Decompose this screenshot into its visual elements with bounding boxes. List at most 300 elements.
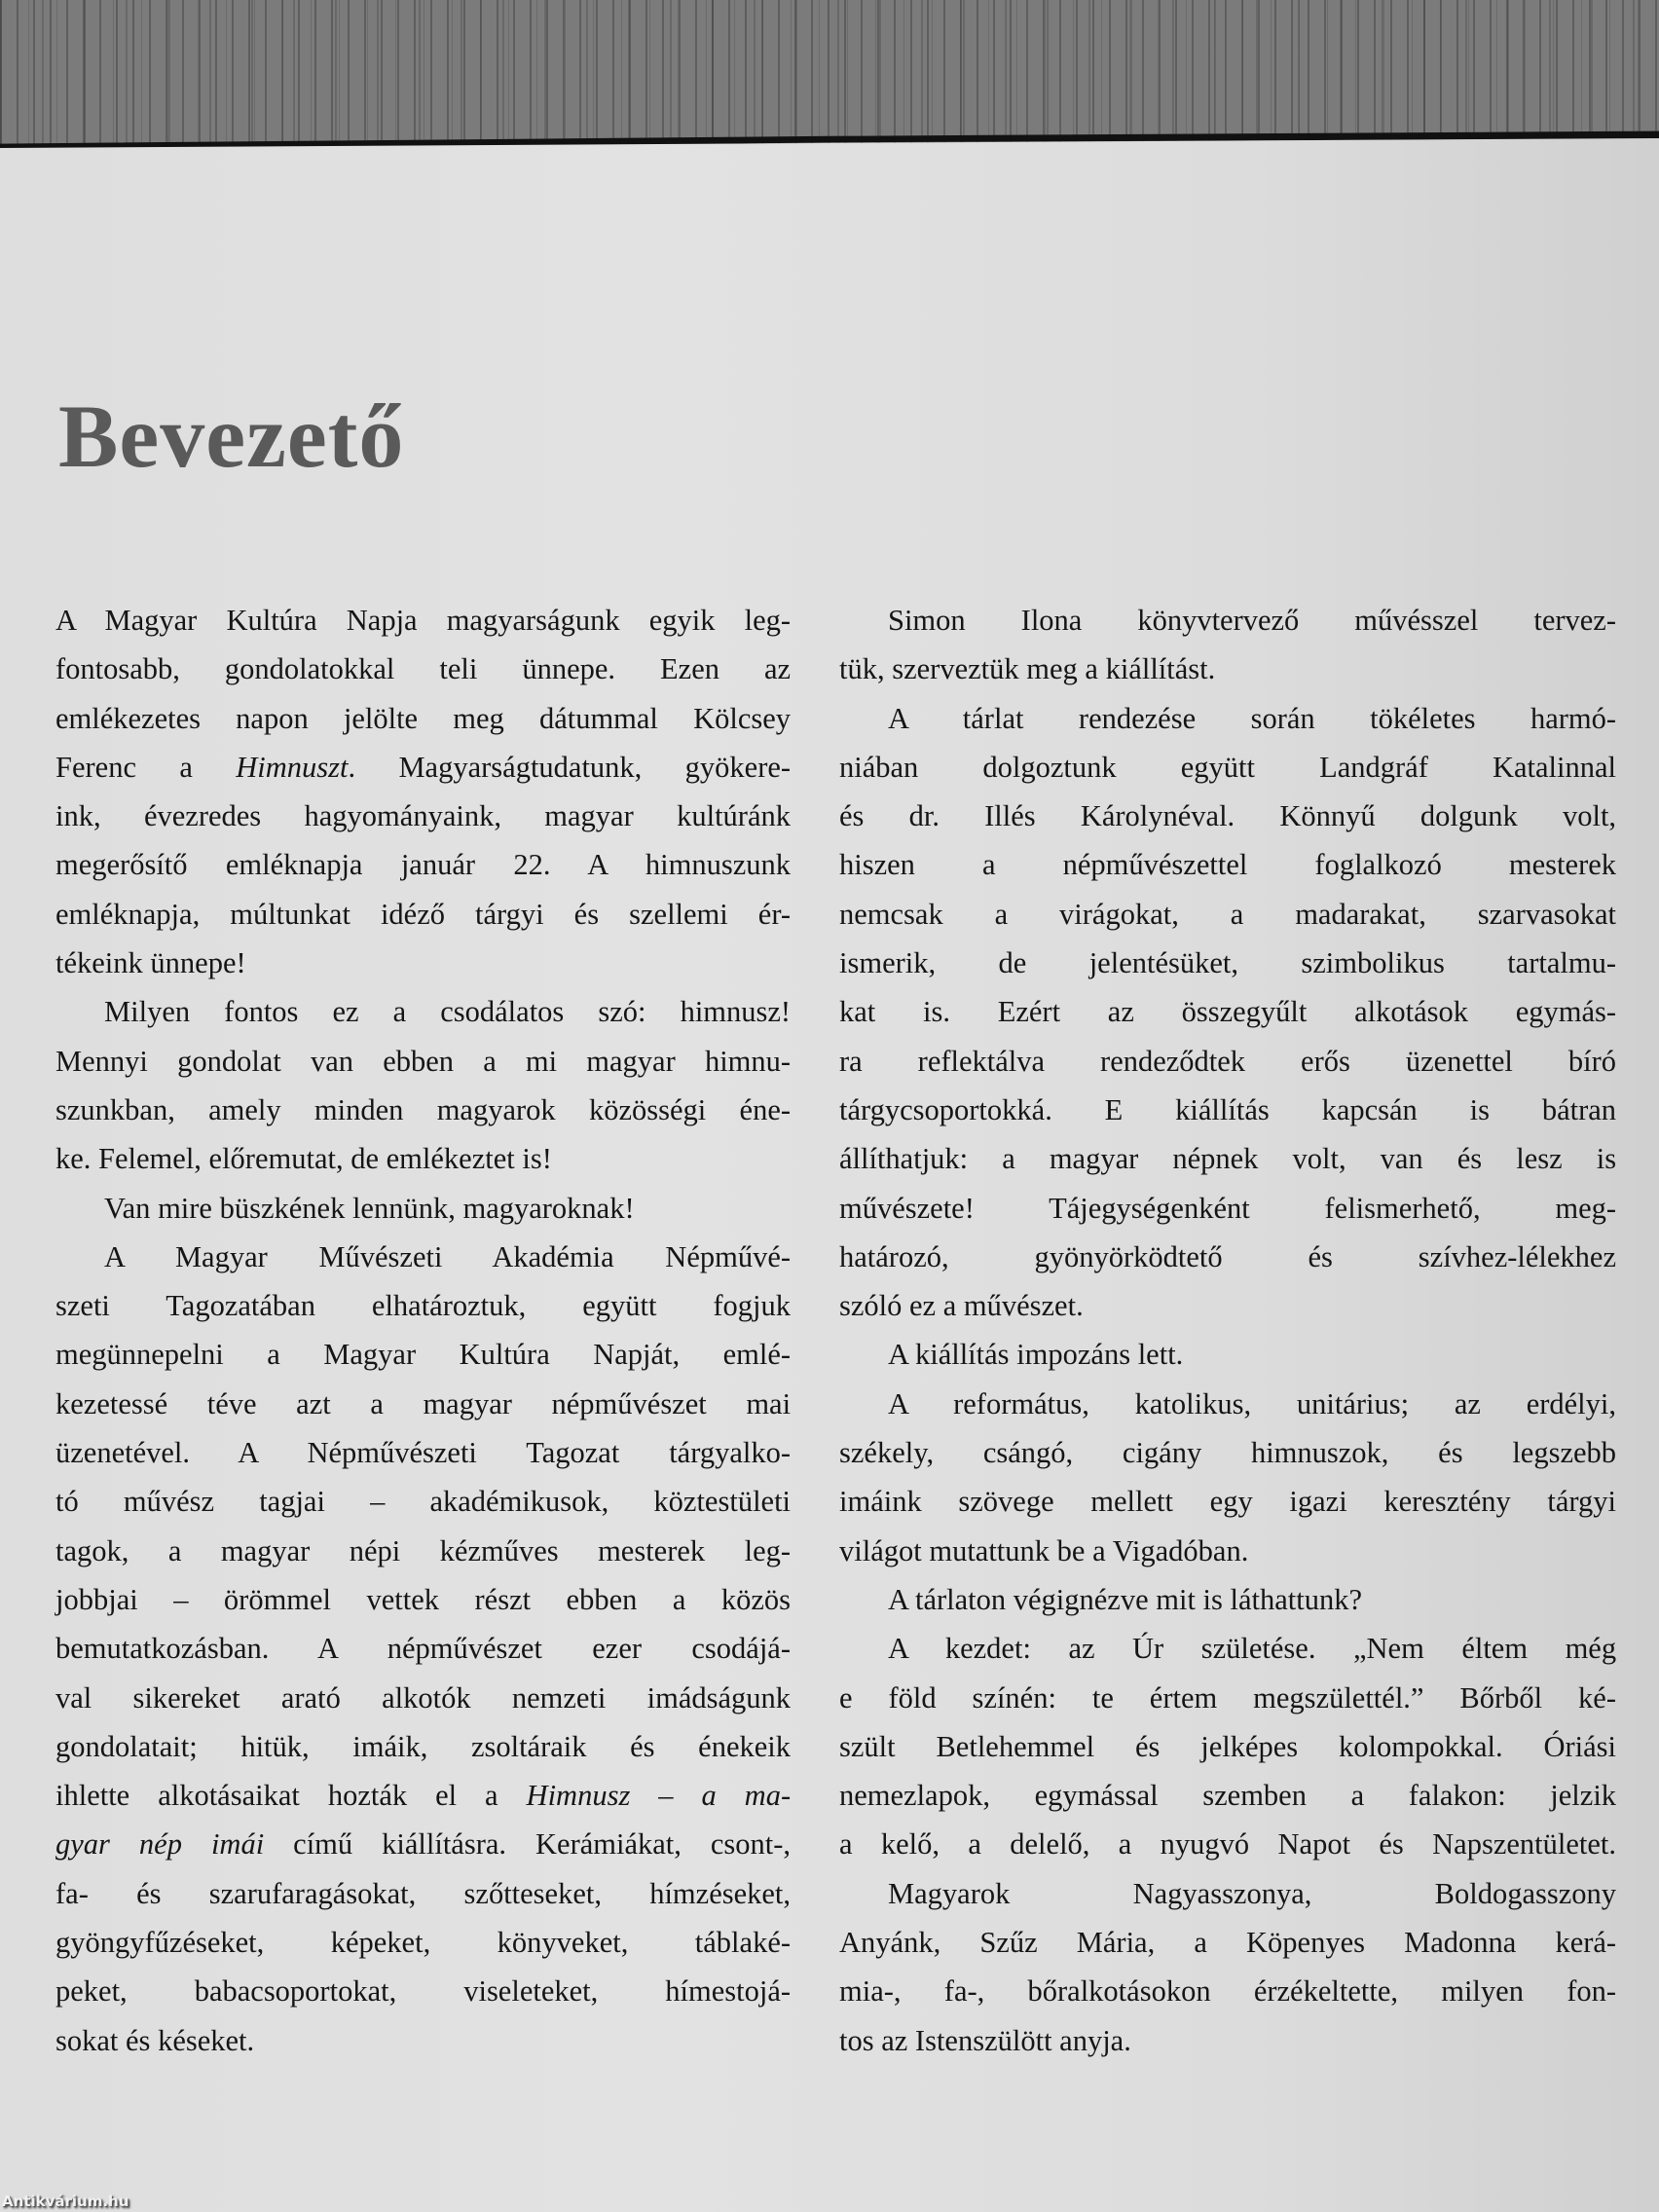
- watermark: Antikvárium.hu: [2, 2193, 129, 2210]
- text-line: [839, 645, 1616, 693]
- word: amely: [208, 1092, 281, 1126]
- text-line: [55, 1134, 791, 1183]
- text-line: [55, 1428, 791, 1477]
- word: téve: [206, 1386, 257, 1420]
- italic-title-text: Himnuszt: [236, 750, 349, 784]
- text-line: [839, 1477, 1616, 1526]
- word: mi: [525, 1044, 558, 1078]
- word: büszkének: [219, 1191, 346, 1225]
- word: születése.: [1200, 1632, 1316, 1666]
- word: Akadémia: [492, 1239, 614, 1273]
- word: a: [994, 897, 1009, 931]
- word: egymással: [1034, 1779, 1159, 1813]
- word: Landgráf: [1319, 750, 1428, 784]
- word: rendezése: [1078, 701, 1197, 735]
- word: január: [400, 848, 476, 882]
- word: tárgycsoportokká.: [839, 1092, 1052, 1126]
- word: jelképes: [1200, 1729, 1299, 1763]
- word: arató: [280, 1680, 341, 1714]
- word: Napot: [1277, 1827, 1351, 1862]
- word: a: [1085, 652, 1098, 686]
- word: Napszentületet.: [1432, 1827, 1617, 1862]
- word: A: [888, 701, 908, 735]
- word: művész: [123, 1485, 215, 1519]
- word: tárlat: [962, 701, 1024, 735]
- word: Károlynéval.: [1080, 799, 1235, 833]
- word: Katalinnal: [1492, 750, 1617, 784]
- word: Tagozatában: [166, 1289, 315, 1323]
- word: késeket.: [158, 2023, 255, 2057]
- word: szemben: [1202, 1779, 1307, 1813]
- word: emléknapja,: [55, 897, 201, 931]
- word: kezetessé: [55, 1386, 168, 1420]
- word: határozó,: [839, 1239, 949, 1273]
- word: református,: [953, 1386, 1089, 1420]
- text-line: [839, 1674, 1616, 1722]
- word: és: [1308, 1239, 1333, 1273]
- italic-title-text: ma-: [744, 1779, 792, 1813]
- text-line: [839, 840, 1616, 889]
- word: üzenettel: [1405, 1044, 1513, 1078]
- word: világot: [839, 1533, 922, 1567]
- italic-title-text: gyar: [55, 1827, 110, 1862]
- word: leg-: [744, 1533, 792, 1567]
- text-line: [839, 1037, 1616, 1086]
- word: himnuszok,: [1250, 1436, 1389, 1470]
- word: közös: [720, 1582, 792, 1616]
- word: a: [1002, 1142, 1015, 1176]
- word: szerveztük: [892, 652, 1019, 686]
- word: madarakat,: [1295, 897, 1426, 931]
- word: alkotók: [382, 1680, 471, 1714]
- word: imáink: [839, 1485, 922, 1519]
- word: Van: [104, 1191, 151, 1225]
- word: szóló: [839, 1289, 903, 1323]
- word: és: [630, 1729, 655, 1763]
- word: e: [839, 1680, 853, 1714]
- word: viseleteket,: [463, 1974, 599, 2009]
- text-line: [839, 1918, 1616, 1967]
- word: az: [1068, 1632, 1095, 1666]
- word: és: [839, 799, 865, 833]
- text-line: [55, 1086, 791, 1134]
- word: mai: [746, 1386, 792, 1420]
- word: a: [1350, 1779, 1365, 1813]
- word: Köpenyes: [1246, 1926, 1365, 1960]
- word: előremutat,: [208, 1142, 344, 1176]
- word: és: [573, 897, 600, 931]
- word: a: [370, 1386, 384, 1420]
- word: együtt: [582, 1289, 657, 1323]
- word: A: [238, 1436, 258, 1470]
- word: Kölcsey: [693, 701, 792, 735]
- word: is: [1596, 1142, 1617, 1176]
- word: népnek: [1172, 1142, 1259, 1176]
- word: kelő,: [880, 1827, 940, 1862]
- word: szövege: [958, 1485, 1054, 1519]
- word: bemutatkozásban.: [55, 1632, 270, 1666]
- word: ez: [909, 1289, 937, 1323]
- word: azt: [296, 1386, 331, 1420]
- word: erdélyi,: [1526, 1386, 1616, 1420]
- word: meg: [1026, 652, 1078, 686]
- word: alkotások: [1354, 995, 1468, 1029]
- text-line: [55, 596, 791, 645]
- word: népművészet: [551, 1386, 707, 1420]
- text-line: [55, 1575, 791, 1624]
- word: Mária,: [1076, 1926, 1156, 1960]
- word: ezer: [592, 1632, 643, 1666]
- word: van: [310, 1044, 354, 1078]
- word: könyveket,: [497, 1926, 629, 1960]
- word: ra: [839, 1044, 863, 1078]
- word: magyarságunk: [446, 604, 620, 637]
- word: színén:: [972, 1680, 1056, 1714]
- word: a: [968, 1827, 981, 1862]
- word: ke.: [55, 1142, 92, 1176]
- word: ink,: [55, 799, 101, 833]
- word: hitük,: [240, 1729, 310, 1763]
- word: E: [1104, 1092, 1124, 1126]
- word: szarvasokat: [1477, 897, 1616, 931]
- word: be: [1056, 1533, 1086, 1567]
- text-line: [839, 1869, 1616, 1918]
- word: emlé-: [722, 1338, 792, 1372]
- word: Boldogasszony: [1434, 1876, 1617, 1910]
- word: szimbolikus: [1301, 946, 1445, 980]
- word: során: [1250, 701, 1315, 735]
- text-line: [55, 1477, 791, 1526]
- word: volt,: [1292, 1142, 1346, 1176]
- text-line: [839, 1527, 1616, 1575]
- word: himnu-: [704, 1044, 792, 1078]
- word: babacsoportokat,: [194, 1974, 397, 2009]
- text-line: [55, 1281, 791, 1330]
- word: zsoltáraik: [470, 1729, 587, 1763]
- word: egymás-: [1515, 995, 1617, 1029]
- word: Népművé-: [665, 1239, 792, 1273]
- word: tárgyi: [1547, 1485, 1617, 1519]
- word: A: [587, 848, 608, 882]
- word: dolgunk: [1419, 799, 1518, 833]
- word: egyik: [648, 604, 716, 637]
- word: szó:: [598, 995, 646, 1029]
- text-line: [839, 1233, 1616, 1281]
- word: jelölte: [343, 701, 419, 735]
- word: mire: [158, 1191, 212, 1225]
- word: a: [1092, 1533, 1106, 1567]
- text-line: [55, 2016, 791, 2065]
- text-line: [839, 890, 1616, 939]
- word: a: [392, 995, 407, 1029]
- word: jelzik: [1550, 1779, 1617, 1813]
- word: bíró: [1567, 1044, 1617, 1078]
- word: Kultúra: [226, 604, 317, 637]
- word: tük,: [839, 652, 885, 686]
- text-line: [839, 1330, 1616, 1379]
- word: de: [998, 946, 1027, 980]
- word: kat: [839, 995, 876, 1029]
- word: Vigadóban.: [1112, 1533, 1249, 1567]
- word: ünnepe.: [522, 652, 616, 686]
- word: gondolat: [177, 1044, 281, 1078]
- word: 22.: [513, 848, 551, 882]
- word: székely,: [839, 1436, 935, 1470]
- word: is: [1202, 1582, 1223, 1616]
- word: magyarok: [436, 1092, 556, 1126]
- word: című: [293, 1827, 353, 1862]
- word: A: [55, 604, 76, 637]
- word: Anyánk,: [839, 1926, 941, 1960]
- word: A: [888, 1338, 908, 1372]
- word: imádságunk: [646, 1680, 792, 1714]
- word: A: [317, 1632, 338, 1666]
- word: tó: [55, 1485, 79, 1519]
- word: leg-: [744, 604, 792, 637]
- word: köztestületi: [653, 1485, 792, 1519]
- word: Magyarok: [888, 1876, 1011, 1910]
- word: művésszel: [1354, 604, 1479, 637]
- word: A: [888, 1632, 908, 1666]
- word: Szűz: [979, 1926, 1038, 1960]
- text-line: [839, 596, 1616, 645]
- word: emlékezetes: [55, 701, 202, 735]
- word: tárlaton: [914, 1582, 1007, 1616]
- word: csodájá-: [691, 1632, 792, 1666]
- word: bőralkotásokon: [1027, 1974, 1211, 2009]
- word: ismerik,: [839, 946, 937, 980]
- word: énekeik: [698, 1729, 791, 1763]
- word: vettek: [366, 1582, 440, 1616]
- word: sokat: [55, 2023, 119, 2057]
- text-line: [839, 1722, 1616, 1771]
- word: tökéletes: [1370, 701, 1476, 735]
- word: A: [888, 1582, 908, 1616]
- word: könyvtervező: [1137, 604, 1300, 637]
- word: népművészet: [387, 1632, 542, 1666]
- text-line: [839, 1967, 1616, 2015]
- word: is!: [522, 1142, 552, 1176]
- word: Kerámiákat,: [535, 1827, 682, 1862]
- word: tárgyalko-: [669, 1436, 791, 1470]
- word: Tagozat: [526, 1436, 620, 1470]
- word: dr.: [908, 799, 940, 833]
- text-line: [55, 1527, 791, 1575]
- word: ké-: [1578, 1680, 1616, 1714]
- word: kiállításra.: [382, 1827, 507, 1862]
- word: az: [881, 2023, 908, 2057]
- word: Ferenc: [55, 750, 136, 784]
- word: jelentésüket,: [1088, 946, 1238, 980]
- word: teli: [439, 652, 478, 686]
- word: éne-: [739, 1092, 792, 1126]
- word: szőtteseket,: [463, 1876, 602, 1910]
- word: fa-: [55, 1876, 89, 1910]
- word: évezredes: [143, 799, 262, 833]
- word: a: [483, 1044, 497, 1078]
- text-line: [55, 1869, 791, 1918]
- word: az: [1454, 1386, 1481, 1420]
- word: a: [942, 1289, 957, 1323]
- right-text-column: [839, 596, 1616, 2065]
- text-line: [839, 743, 1616, 792]
- word: delelő,: [1010, 1827, 1090, 1862]
- word: Óriási: [1543, 1729, 1617, 1763]
- text-line: [839, 1380, 1616, 1428]
- text-line: [55, 1624, 791, 1673]
- word: magyaroknak!: [462, 1191, 635, 1225]
- word: hímestojá-: [665, 1974, 792, 2009]
- word: napon: [236, 701, 309, 735]
- page-title: Bevezető: [58, 387, 405, 486]
- italic-title-text: Himnusz: [526, 1779, 631, 1813]
- word: igazi: [1289, 1485, 1347, 1519]
- word: van: [1380, 1142, 1423, 1176]
- text-line: [55, 645, 791, 693]
- word: mesterek: [1508, 848, 1617, 882]
- word: művészete!: [839, 1191, 975, 1225]
- word: érzékeltette,: [1253, 1974, 1398, 2009]
- word: fontos: [224, 995, 299, 1029]
- word: te: [1091, 1680, 1114, 1714]
- word: „Nem: [1352, 1632, 1424, 1666]
- text-line: [839, 694, 1616, 743]
- text-line: [839, 1428, 1616, 1477]
- word: emléknapja: [225, 848, 363, 882]
- text-line: [55, 1037, 791, 1086]
- word: Művészeti: [318, 1239, 443, 1273]
- word: kerá-: [1555, 1926, 1617, 1960]
- text-line: [839, 2016, 1616, 2065]
- word: a: [1194, 1926, 1207, 1960]
- word: hímzéseket,: [649, 1876, 792, 1910]
- word: Bőrből: [1459, 1680, 1543, 1714]
- word: dátummal: [538, 701, 658, 735]
- text-line: [55, 840, 791, 889]
- word: cigány: [1122, 1436, 1202, 1470]
- word: hozták: [327, 1779, 408, 1813]
- word: szunkban,: [55, 1092, 175, 1126]
- word: megünnepelni: [55, 1338, 224, 1372]
- word: a: [167, 1533, 182, 1567]
- text-line: [839, 1086, 1616, 1134]
- word: Simon: [888, 604, 966, 637]
- word: virágokat,: [1059, 897, 1179, 931]
- word: impozáns: [1016, 1338, 1131, 1372]
- word: magyar: [1049, 1142, 1139, 1176]
- text-line: [839, 792, 1616, 840]
- word: még: [1565, 1632, 1617, 1666]
- word: és: [1379, 1827, 1404, 1862]
- word: Magyarságtudatunk,: [398, 750, 643, 784]
- word: szeti: [55, 1289, 110, 1323]
- word: magyar: [544, 799, 634, 833]
- word: mit: [1156, 1582, 1196, 1616]
- word: Magyar: [174, 1239, 268, 1273]
- word: hiszen: [839, 848, 915, 882]
- word: nemcsak: [839, 897, 943, 931]
- word: Ezért: [997, 995, 1061, 1029]
- word: mia-,: [839, 1974, 902, 2009]
- word: üzenetével.: [55, 1436, 191, 1470]
- word: Milyen: [104, 995, 191, 1029]
- word: de: [350, 1142, 380, 1176]
- word: ér-: [757, 897, 792, 931]
- italic-title-text: nép: [138, 1827, 182, 1862]
- word: állíthatjuk:: [839, 1142, 969, 1176]
- word: a: [982, 848, 996, 882]
- word: Istenszülött: [914, 2023, 1052, 2057]
- word: imáik,: [352, 1729, 428, 1763]
- word: gyöngyfűzéseket,: [55, 1926, 265, 1960]
- text-line: [55, 890, 791, 939]
- word: Ilona: [1020, 604, 1083, 637]
- word: láthattunk?: [1230, 1582, 1363, 1616]
- word: fa-,: [943, 1974, 985, 2009]
- word: a: [1118, 1827, 1132, 1862]
- text-line: [55, 743, 791, 792]
- word: gondolatait;: [55, 1729, 198, 1763]
- word: kiállítás: [914, 1338, 1010, 1372]
- word: megerősítő: [55, 848, 188, 882]
- word: magyar: [423, 1386, 512, 1420]
- word: bátran: [1541, 1092, 1617, 1126]
- word: fon-: [1567, 1974, 1617, 2009]
- word: volt,: [1562, 799, 1617, 833]
- word: kapcsán: [1321, 1092, 1418, 1126]
- word: fontosabb,: [55, 652, 180, 686]
- word: val: [55, 1680, 92, 1714]
- word: niában: [839, 750, 919, 784]
- word: közösségi: [588, 1092, 707, 1126]
- word: hagyományaink,: [304, 799, 501, 833]
- word: lesz: [1516, 1142, 1563, 1176]
- word: jobbjai: [55, 1582, 138, 1616]
- word: gyönyörködtető: [1034, 1239, 1223, 1273]
- word: mellett: [1090, 1485, 1173, 1519]
- text-line: [839, 939, 1616, 987]
- word: is.: [923, 995, 950, 1029]
- word: unitárius;: [1296, 1386, 1410, 1420]
- word: ünnepe!: [150, 946, 246, 980]
- word: Magyar: [323, 1338, 417, 1372]
- word: sikereket: [132, 1680, 240, 1714]
- word: szellemi: [629, 897, 728, 931]
- word: dolgoztunk: [982, 750, 1117, 784]
- text-line: [55, 987, 791, 1036]
- word: népművészettel: [1062, 848, 1248, 882]
- text-line: [839, 1771, 1616, 1820]
- word: kezdet:: [944, 1632, 1031, 1666]
- word: Könnyű: [1279, 799, 1376, 833]
- word: éltem: [1461, 1632, 1529, 1666]
- text-line: [55, 1771, 791, 1820]
- word: lennünk,: [351, 1191, 456, 1225]
- word: katolikus,: [1134, 1386, 1252, 1420]
- text-line: [55, 1330, 791, 1379]
- word: tos: [839, 2023, 874, 2057]
- text-line: [839, 1575, 1616, 1624]
- word: anyja.: [1059, 2023, 1131, 2057]
- text-line: [55, 1380, 791, 1428]
- word: reflektálva: [917, 1044, 1046, 1078]
- word: nemzeti: [511, 1680, 607, 1714]
- text-line: [55, 792, 791, 840]
- word: együtt: [1180, 750, 1255, 784]
- word: tartalmu-: [1507, 946, 1616, 980]
- word: ebben: [566, 1582, 638, 1616]
- word: –: [173, 1582, 189, 1616]
